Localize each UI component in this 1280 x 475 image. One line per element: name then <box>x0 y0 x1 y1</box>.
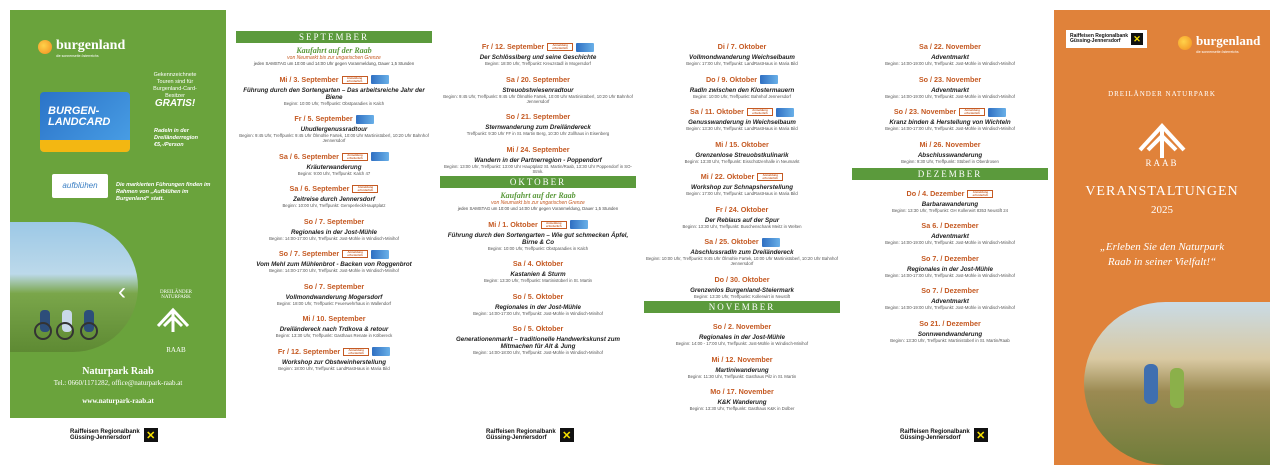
event-date: So / 23. November <box>918 74 982 84</box>
sponsor-bank: Raiffeisen Regionalbank <box>1070 32 1129 39</box>
event-date-row <box>513 293 564 302</box>
event-date: Mi / 1. Oktober <box>488 219 538 229</box>
event-info: Beginn: 14:00-17:00 Uhr, Treffpunkt: Jost-Mühle in Windisch-Minihof <box>885 272 1015 278</box>
burgenland-card-icon <box>988 108 1006 117</box>
event-date: Fr / 5. September <box>294 114 353 123</box>
event-date-row <box>921 287 979 296</box>
event-date-row <box>704 238 779 247</box>
event-date-row <box>690 108 794 117</box>
gratis-small: Gekennzeichnete Touren sind für Burgenland-Card-Besitzer <box>153 72 197 99</box>
event-date-row <box>701 173 784 182</box>
kaufahrt-note <box>236 46 432 66</box>
event-item <box>644 134 840 164</box>
event-date: Mi / 24. September <box>506 144 570 154</box>
event-date-row <box>506 76 570 85</box>
event-date-row <box>482 43 594 52</box>
sun-icon <box>38 40 52 54</box>
event-info: Beginn: 13:30 Uhr, Treffpunkt: Kollerwirt in Neustift <box>693 293 791 299</box>
event-info: Beginn: 11:30 Uhr, Treffpunkt: Gasthaus Pilz in St. Martin <box>687 373 797 379</box>
event-date: Sa 6. / Dezember <box>921 221 979 230</box>
event-title: Radln zwischen den Klostermauern <box>689 86 795 94</box>
website-link[interactable]: www.naturpark-raab.at <box>82 397 154 405</box>
event-title: Kastanien & Sturm <box>510 271 566 278</box>
event-date: So / 7. September <box>303 216 365 226</box>
logo-text-top: DREILÄNDER NATURPARK <box>1108 90 1216 98</box>
event-item <box>440 139 636 174</box>
event-title: Adventmarkt <box>931 298 969 305</box>
event-item <box>236 308 432 338</box>
events-year: 2025 <box>1151 204 1173 216</box>
event-date-row <box>716 206 769 215</box>
sponsor-bank: Raiffeisen Regionalbank <box>486 428 556 435</box>
event-date-row <box>304 218 364 227</box>
registration-required-badge: Anmeldung erforderlich <box>342 250 368 258</box>
event-title: Sternwanderung zum Dreiländereck <box>485 124 591 131</box>
raiffeisen-icon: ✕ <box>1131 33 1143 45</box>
event-info: Beginn: 14:00-19:00 Uhr, Treffpunkt: Jost-Mühle in Windisch-Minihof <box>885 61 1015 66</box>
registration-required-badge: Anmeldung erforderlich <box>343 348 369 356</box>
burgenland-card-icon <box>372 347 390 356</box>
event-date: Sa / 4. Oktober <box>512 259 564 268</box>
event-date: Fr / 12. September <box>277 346 341 356</box>
logo-text-bottom: RAAB <box>1145 158 1179 168</box>
event-info: Beginn: 13:30 Uhr, Treffpunkt: Martinistüberl in St. Martin/Raab <box>890 337 1010 343</box>
event-item <box>852 313 1048 343</box>
event-date-row <box>710 388 774 397</box>
registration-required-badge: Anmeldung erforderlich <box>967 190 993 198</box>
event-item <box>852 248 1048 278</box>
event-info: Beginn: 18:00 Uhr, Treffpunkt: LandRastHaus in Maria Bild <box>278 365 390 371</box>
burgenland-card-icon <box>356 115 374 124</box>
event-title: Regionales in der Jost-Mühle <box>699 334 785 341</box>
event-info: Beginn: 10:00 Uhr, Treffpunkt: 9:45 Uhr Ölmühle Fartek, 10:00 Uhr Martinistüberl, 10:20 Uhr Bahnhof Jennersdorf <box>646 256 838 266</box>
event-info: Beginn: 9:30 Uhr, Treffpunkt: Stüberl in Oberdrosen <box>901 158 999 164</box>
event-title: Der Schlösslberg und seine Geschichte <box>479 54 597 61</box>
registration-required-badge: Anmeldung erforderlich <box>747 108 773 116</box>
section-oktober: OKTOBER <box>440 176 636 188</box>
event-title: Vollmondwanderung Mogersdorf <box>285 293 383 301</box>
raiffeisen-icon: ✕ <box>144 428 158 442</box>
event-title: Wandern in der Partnerregion - Poppendorf <box>474 156 602 164</box>
event-title: Workshop zur Schnapsherstellung <box>691 184 793 191</box>
event-title: Zeitreise durch Jennersdorf <box>293 196 375 203</box>
event-list <box>644 36 840 299</box>
event-info: Beginn: 17:00 Uhr, Treffpunkt: LandRastHaus in Maria Bild <box>686 61 798 66</box>
event-title: Streuobstwiesenradtour <box>502 86 574 94</box>
event-title: Adventmarkt <box>931 86 969 94</box>
event-date: Fr / 24. Oktober <box>715 204 769 214</box>
sponsor-region: Güssing-Jennersdorf <box>70 435 131 441</box>
gratis-big: GRATIS! <box>154 98 196 109</box>
event-date-row <box>294 115 373 124</box>
event-title: Grenzenlose Streuobstkulinarik <box>695 151 789 159</box>
registration-required-badge: Anmeldung erforderlich <box>342 76 368 84</box>
event-title: Sonnwendwanderung <box>917 330 983 338</box>
event-item <box>440 286 636 316</box>
event-date-row <box>488 220 588 229</box>
sun-icon <box>1178 36 1192 50</box>
event-info: Treffpunkt: 9:30 Uhr FF in St. Martin Berg, 10:30 Uhr Zollhaus in Eisenberg <box>466 131 610 136</box>
event-info: Beginn: 10:00 Uhr, Treffpunkt: Bahnhof Jennersdorf <box>692 93 792 99</box>
event-info: Beginn: 18:00 Uhr, Treffpunkt: Kreuzstadl in Mogersdorf <box>485 61 591 66</box>
event-date-row <box>304 283 364 292</box>
event-info: Beginn: 14:00-17:00 Uhr, Treffpunkt: Jost-Mühle in Windisch-Minihof <box>885 126 1015 131</box>
burgenland-card-icon <box>762 238 780 247</box>
event-date: Mi / 10. September <box>302 314 366 323</box>
sponsor-region: Güssing-Jennersdorf <box>900 435 961 441</box>
contact-info: Tel.: 0660/1171282, office@naturpark-raab.at <box>53 379 183 387</box>
burgenland-logo <box>1178 32 1260 54</box>
event-info: Beginn: 9:00 Uhr, Treffpunkt: Kalch 47 <box>297 170 371 176</box>
event-item <box>236 178 432 208</box>
event-item <box>852 134 1048 164</box>
event-date-row <box>290 185 379 194</box>
slogan: „Erleben Sie den Naturpark Raab in seiner Vielfalt!“ <box>1099 241 1225 268</box>
event-title: Abschlusswanderung <box>917 151 983 159</box>
logo-text-bottom: RAAB <box>166 346 186 354</box>
event-date-row <box>714 276 769 285</box>
event-date: Do / 30. Oktober <box>714 274 770 284</box>
sponsor-region: Güssing-Jennersdorf <box>1070 38 1121 44</box>
event-date-row <box>711 356 772 365</box>
event-list <box>440 36 636 174</box>
event-title: Der Reblaus auf der Spur <box>704 216 780 224</box>
note-sub: von Neumarkt bis zur ungarischen Grenze <box>287 55 381 61</box>
event-list <box>852 36 1048 164</box>
aufbluehen-label: aufblühen <box>62 181 98 190</box>
right-cover-panel <box>1054 10 1270 465</box>
event-item <box>644 231 840 266</box>
event-info: Beginn: 14:00-17:00 Uhr, Treffpunkt: Jost-Mühle in Windisch-Minihof <box>473 310 603 316</box>
event-date: Sa / 25. Oktober <box>704 237 759 246</box>
event-date-row <box>506 146 569 155</box>
event-list <box>440 214 636 356</box>
event-date: So / 7. September <box>278 249 340 258</box>
sponsor-top <box>1066 30 1147 48</box>
event-title: Barbarawanderung <box>921 200 979 208</box>
event-date-row <box>279 250 389 259</box>
event-title: Vom Mehl zum Mühlenbrot - Backen von Roggenbrot <box>256 261 412 268</box>
event-date: Fr / 12. September <box>481 42 545 51</box>
event-date-row <box>894 108 1006 117</box>
event-date: Do / 4. Dezember <box>906 188 965 198</box>
event-item <box>440 36 636 66</box>
event-date-row <box>279 75 388 84</box>
event-date: So / 21. September <box>505 112 571 121</box>
event-item <box>644 199 840 229</box>
event-title: Vollmondwanderung Weichselbaum <box>689 54 795 61</box>
event-item <box>440 318 636 355</box>
event-info: Beginn: 10:00 Uhr, Treffpunkt: Obstparadies in Kalch <box>487 245 589 251</box>
event-title: Kräuterwanderung <box>306 163 362 171</box>
note-title: Kaufahrt auf der Raab <box>500 191 576 200</box>
burgenland-card-icon <box>776 108 794 117</box>
sponsor-bank: Raiffeisen Regionalbank <box>900 428 970 435</box>
event-title: Dreiländereck nach Trdkova & retour <box>279 326 389 333</box>
event-date-row <box>302 315 365 324</box>
burgenland-card-icon <box>576 43 594 52</box>
event-item <box>644 101 840 131</box>
events-title: VERANSTALTUNGEN <box>1085 184 1239 199</box>
note-title: Kaufahrt auf der Raab <box>296 46 372 55</box>
event-date: So 21. / Dezember <box>919 318 981 328</box>
event-date: Mi / 26. November <box>919 139 981 149</box>
event-title: Abschlussradln zum Dreiländereck <box>690 249 794 256</box>
left-cover-panel <box>10 10 226 418</box>
event-date: Sa / 22. November <box>919 42 981 51</box>
note-info: jeden SAMSTAG um 10:00 und 14:00 Uhr gegen Voranmeldung, Dauer 1,5 Stunden <box>253 61 415 66</box>
event-item <box>236 211 432 241</box>
event-item <box>236 341 432 371</box>
event-date-row <box>919 320 981 329</box>
event-item <box>644 316 840 346</box>
event-date: So / 23. November <box>893 107 957 116</box>
event-date: So / 7. September <box>303 281 365 291</box>
event-info: Beginn: 13:30 Uhr, Treffpunkt: GH Kollerwirt 8353 Neustift 24 <box>892 207 1008 213</box>
event-date: So 7. / Dezember <box>921 253 979 263</box>
event-info: Beginn: 9:45 Uhr, Treffpunkt: 9:45 Uhr Ölmühle Fartek, 10:00 Uhr Martinistüberl, 10:20 Uhr Bahnhof Jennersdorf <box>239 133 429 143</box>
event-date-row <box>921 255 979 264</box>
naturpark-logo <box>1112 92 1212 182</box>
event-title: Führung durch den Sortengarten – Wie gut schmecken Äpfel, Birne & Co <box>447 231 629 246</box>
aufbluehen-logo <box>52 174 108 198</box>
hiker-figure <box>1144 364 1158 404</box>
event-date: Sa / 6. September <box>289 184 350 193</box>
wheel-shape <box>34 322 52 340</box>
gratis-badge <box>146 72 204 107</box>
sponsor-right <box>900 428 988 442</box>
event-title: Regionales in der Jost-Mühle <box>291 228 377 236</box>
event-item <box>644 166 840 196</box>
event-item <box>644 269 840 299</box>
hiking-photo <box>1084 302 1270 465</box>
section-november: NOVEMBER <box>644 301 840 313</box>
event-item <box>852 69 1048 99</box>
event-info: Beginn: 10:00 Uhr, Treffpunkt: Obstparadies in Kalch <box>283 100 385 106</box>
event-list <box>852 183 1048 343</box>
event-date-row <box>706 75 778 84</box>
event-date: Sa / 11. Oktober <box>690 107 744 116</box>
event-date: Sa / 20. September <box>506 74 570 84</box>
event-title: K&K Wanderung <box>717 399 767 406</box>
event-item <box>236 276 432 306</box>
event-item <box>236 146 432 176</box>
event-item <box>852 36 1048 66</box>
brand-name: burgenland <box>1196 33 1261 48</box>
event-date: Mi / 3. September <box>279 74 339 84</box>
event-date-row <box>513 325 564 334</box>
card-strip <box>40 140 130 152</box>
event-date: Mi / 12. November <box>711 354 773 364</box>
card-label: BURGEN-LANDCARD <box>48 105 111 128</box>
brand-sub: die sonnenseite österreichs <box>1196 50 1239 54</box>
event-title: Workshop zur Obstweinherstellung <box>281 358 387 366</box>
event-info: Beginn: 13:00 Uhr, Treffpunkt: 13:00 Uhr Hauptplatz St. Martin/Raab, 13:30 Uhr Poppendorf in SO-Stmk. <box>444 163 632 174</box>
burgenland-card-icon <box>760 75 778 84</box>
event-title: Adventmarkt <box>931 233 969 240</box>
event-date-row <box>921 222 978 231</box>
event-date: Mo / 17. November <box>710 387 774 396</box>
event-item <box>644 36 840 66</box>
registration-required-badge: Anmeldung erforderlich <box>541 221 567 229</box>
section-september: SEPTEMBER <box>236 31 432 43</box>
event-info: Beginn: 14:00-17:00 Uhr, Treffpunkt: Jost-Mühle in Windisch-Minihof <box>269 235 399 241</box>
event-item <box>852 215 1048 245</box>
wheel-shape <box>80 322 98 340</box>
event-info: Beginn: 14:00-17:00 Uhr, Treffpunkt: Jost-Mühle in Windisch-Minihof <box>269 268 399 273</box>
event-item <box>236 108 432 143</box>
event-item <box>236 69 432 106</box>
event-date: So / 5. Oktober <box>512 324 564 333</box>
event-date: So / 5. Oktober <box>512 291 564 301</box>
event-info: Beginn: 14:00-19:00 Uhr, Treffpunkt: Jost-Mühle in Windisch-Minihof <box>885 240 1015 245</box>
burgenland-card-icon <box>371 250 389 259</box>
event-date-row <box>715 141 769 150</box>
column-september <box>236 30 432 373</box>
event-info: Beginn: 14:00 - 17:00 Uhr, Treffpunkt: Jost-Mühle in Windisch-Minihof <box>675 341 809 346</box>
registration-required-badge: Anmeldung erforderlich <box>547 43 573 51</box>
kaufahrt-note <box>440 191 636 211</box>
event-info: Beginn: 13:30 Uhr, Treffpunkt: Eisschützenhalle in Neumarkt <box>684 158 800 164</box>
raiffeisen-icon: ✕ <box>560 428 574 442</box>
event-date: Sa / 6. September <box>279 151 339 161</box>
burgenland-card-icon <box>371 75 389 84</box>
registration-required-badge: Anmeldung erforderlich <box>757 173 783 181</box>
event-info: Beginn: 13:30 Uhr, Treffpunkt: Buschenschank Meitz in Welten <box>682 223 802 229</box>
event-date-row <box>513 260 563 269</box>
event-date-row <box>907 190 994 199</box>
event-date-row <box>919 76 981 85</box>
event-item <box>440 69 636 104</box>
card-price: €5,-/Person <box>154 142 184 148</box>
hiker-figure <box>1170 368 1184 408</box>
burgenland-card-icon <box>371 152 389 161</box>
section-dezember: DEZEMBER <box>852 168 1048 180</box>
sponsor-bank: Raiffeisen Regionalbank <box>70 428 140 435</box>
event-date-row <box>713 323 771 332</box>
org-name: Naturpark Raab <box>82 366 154 377</box>
raiffeisen-icon: ✕ <box>974 428 988 442</box>
event-title: Führung durch den Sortengarten – Das arbeitsreiche Jahr der Biene <box>243 86 425 101</box>
card-note <box>154 128 220 149</box>
event-date-row <box>279 152 389 161</box>
event-title: Adventmarkt <box>931 54 969 61</box>
note-info: jeden SAMSTAG um 10:00 und 14:00 Uhr gegen Voranmeldung, Dauer 1,5 Stunden <box>457 206 619 211</box>
registration-required-badge: Anmeldung erforderlich <box>959 108 985 116</box>
burgenland-card-image <box>40 92 130 152</box>
event-item <box>644 381 840 411</box>
registration-required-badge: Anmeldung erforderlich <box>352 185 378 193</box>
event-info: Beginn: 14:00-18:00 Uhr, Treffpunkt: Jost-Mühle in Windisch-Minihof <box>473 350 603 355</box>
event-date: So 7. / Dezember <box>921 286 979 295</box>
event-date-row <box>919 141 980 150</box>
event-title: Regionales in der Jost-Mühle <box>907 265 993 273</box>
event-title: Martiniwanderung <box>715 366 769 374</box>
event-date: Mi / 22. Oktober <box>700 172 755 181</box>
event-date: Do / 9. Oktober <box>705 74 758 84</box>
event-info: Beginn: 18:00 Uhr, Treffpunkt: Feuerwehrhaus in Wallendorf <box>276 300 392 306</box>
event-title: Grenzenlos Burgenland-Steiermark <box>690 286 794 294</box>
event-info: Beginn: 13:30 Uhr, Treffpunkt: Martinistüberl in St. Martin <box>483 278 593 283</box>
event-title: Generationenmarkt – traditionelle Handwerkskunst zum Mitmachen für Alt & Jung <box>455 336 620 350</box>
event-info: Beginn: 13:30 Uhr, Treffpunkt: Gasthaus Renate in Kölbereck <box>275 333 393 338</box>
wheel-shape <box>56 322 74 340</box>
event-info: Beginn: 13:30 Uhr, Treffpunkt: LandRastHaus in Maria Bild <box>686 126 798 131</box>
sponsor-center <box>486 428 574 442</box>
event-item <box>644 69 840 99</box>
event-info: Beginn: 17:00 Uhr, Treffpunkt: LandRastHaus in Maria Bild <box>686 191 798 196</box>
event-item <box>852 101 1048 131</box>
event-item <box>440 253 636 283</box>
burgenland-card-icon <box>570 220 588 229</box>
event-item <box>440 106 636 136</box>
event-date-row <box>278 347 390 356</box>
event-item <box>236 243 432 273</box>
event-date: Mi / 15. Oktober <box>715 139 769 149</box>
event-title: Regionales in der Jost-Mühle <box>495 303 581 311</box>
event-info: Beginn: 13:30 Uhr, Treffpunkt: Gasthaus K&K in Dolber <box>689 406 795 411</box>
sponsor-left <box>70 428 158 442</box>
event-info: Beginn: 9:45 Uhr, Treffpunkt: 9:45 Uhr Ölmühle Fartek, 10:00 Uhr Martinistüberl, 10:20 Uhr Bahnhof Jennersdorf <box>443 93 633 104</box>
event-item <box>440 214 636 251</box>
event-list <box>236 69 432 371</box>
event-date-row <box>506 113 570 122</box>
event-date: So / 2. November <box>712 322 772 331</box>
event-date-row <box>919 43 981 52</box>
registration-required-badge: Anmeldung erforderlich <box>342 153 368 161</box>
column-september-oktober <box>440 36 636 358</box>
event-item <box>852 280 1048 310</box>
burgenland-logo <box>38 36 125 58</box>
logo-text-top: DREILÄNDER NATURPARK <box>160 290 192 300</box>
event-info: Beginn: 10:00 Uhr, Treffpunkt: Gemperleck/Hauptplatz <box>282 203 386 208</box>
event-info: Beginn: 14:00-19:00 Uhr, Treffpunkt: Jost-Mühle in Windisch-Minihof <box>885 305 1015 310</box>
aufbluehen-note: Die markierten Führungen finden im Rahmen von „Aufblühen im Burgenland“ statt. <box>116 182 211 202</box>
card-note-text: Radeln in der Dreiländerregion <box>154 128 199 141</box>
brand-sub: die sonnenseite österreichs <box>56 54 99 58</box>
chevron-left-icon: ‹ <box>118 278 126 305</box>
event-title: Kranz binden & Herstellung von Wichteln <box>889 119 1011 126</box>
event-item <box>852 183 1048 213</box>
event-list <box>644 316 840 411</box>
event-title: Uhudlergenussradtour <box>300 126 368 133</box>
brand-name: burgenland <box>56 38 126 53</box>
column-oktober-november <box>644 36 840 414</box>
event-info: Beginn: 14:00-19:00 Uhr, Treffpunkt: Jost-Mühle in Windisch-Minihof <box>885 93 1015 99</box>
event-date: Di / 7. Oktober <box>717 42 767 51</box>
event-title: Genusswanderung in Weichselbaum <box>688 119 796 126</box>
event-item <box>644 349 840 379</box>
note-sub: von Neumarkt bis zur ungarischen Grenze <box>491 200 585 206</box>
sponsor-region: Güssing-Jennersdorf <box>486 435 547 441</box>
column-november-dezember <box>852 36 1048 345</box>
event-date-row <box>718 43 767 52</box>
